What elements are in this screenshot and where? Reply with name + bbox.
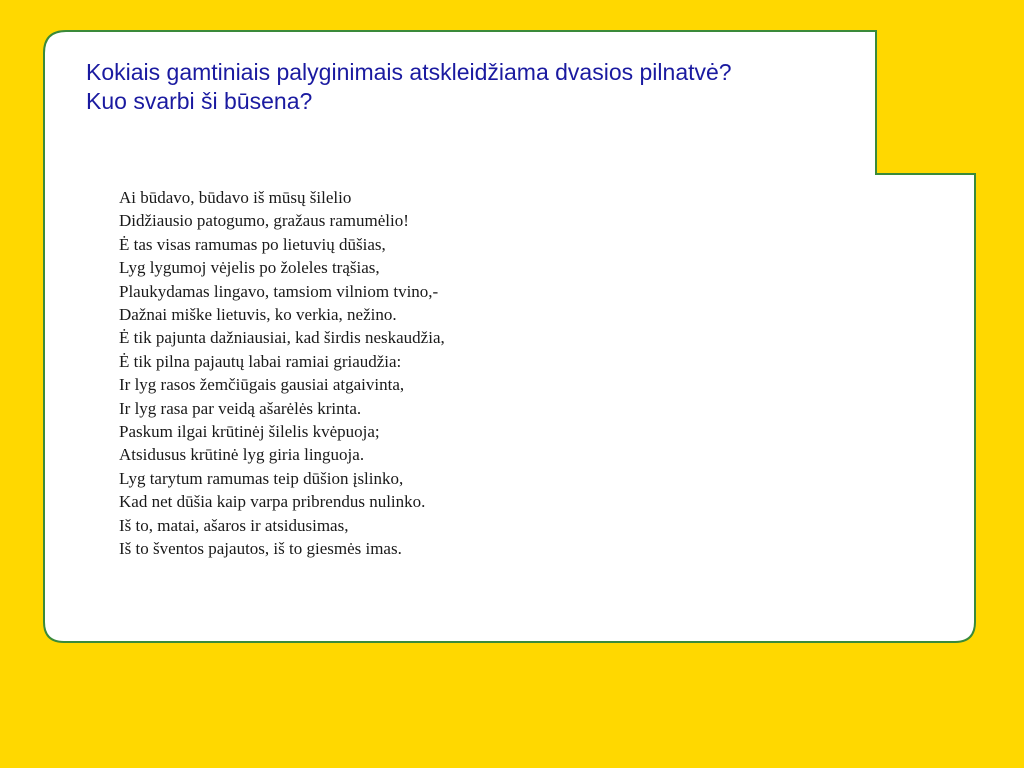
poem-line: Ai būdavo, būdavo iš mūsų šilelio: [119, 188, 352, 207]
poem-line: Iš to šventos pajautos, iš to giesmės imas.: [119, 539, 402, 559]
poem-line: Ir lyg rasos žemčiūgais gausiai atgaivinta,: [119, 375, 405, 395]
poem-line: Ė tik pilna pajautų labai ramiai griaudžia:: [119, 351, 402, 371]
poem-line: Atsidusus krūtinė lyg giria linguoja.: [119, 445, 365, 465]
poem-line: Ė tik pajunta dažniausiai, kad širdis neskaudžia,: [119, 328, 445, 348]
poem-line: Lyg lygumoj vėjelis po žoleles trąšias,: [119, 258, 380, 278]
poem-line: Ė tas visas ramumas po lietuvių dūšias,: [119, 234, 386, 254]
poem-line: Iš to, matai, ašaros ir atsidusimas,: [119, 515, 349, 535]
poem-text: [119, 186, 445, 561]
poem-line: Plaukydamas lingavo, tamsiom vilniom tvino,-: [119, 281, 439, 301]
poem-line: Paskum ilgai krūtinėj šilelis kvėpuoja;: [119, 422, 380, 442]
poem-line: Ir lyg rasa par veidą ašarėlės krinta.: [119, 398, 362, 418]
poem-line: Lyg tarytum ramumas teip dūšion įslinko,: [119, 468, 404, 488]
slide-title: [86, 58, 846, 116]
poem-line: Dažnai miške lietuvis, ko verkia, nežino.: [119, 305, 397, 325]
poem-line: Didžiausio patogumo, gražaus ramumėlio!: [119, 211, 409, 231]
poem-line: Kad net dūšia kaip varpa pribrendus nulinko.: [119, 492, 426, 512]
title-line-2: Kuo svarbi ši būsena?: [86, 88, 313, 114]
title-line-1: Kokiais gamtiniais palyginimais atskleidžiama dvasios pilnatvė?: [86, 59, 732, 85]
